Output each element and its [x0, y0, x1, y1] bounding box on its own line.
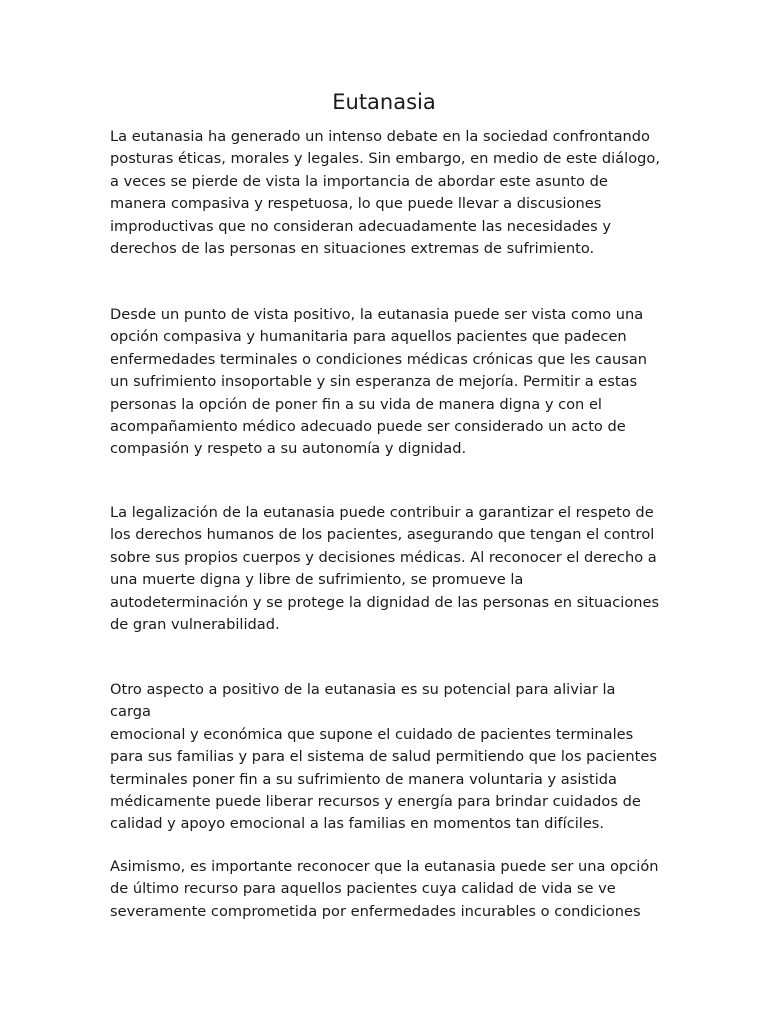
- paragraph-1: La eutanasia ha generado un intenso debate en la sociedad confrontando posturas éticas, morales y legales. Sin embargo, en medio de este diálogo, a veces se pierde de vista la importancia de abordar este asunto de manera compasiva y respetuosa, lo que puede llevar a discusiones improductivas que no consideran adecuadamente las necesidades y derechos de las personas en situaciones extremas de sufrimiento.: [110, 128, 660, 258]
- paragraph-3: La legalización de la eutanasia puede contribuir a garantizar el respeto de los derechos humanos de los pacientes, asegurando que tengan el control sobre sus propios cuerpos y decisiones médicas. Al reconocer el derecho a una muerte digna y libre de sufrimiento, se promueve la autodeterminación y se protege la dignidad de las personas en situaciones de gran vulnerabilidad.: [110, 504, 660, 634]
- paragraph-4: Otro aspecto a positivo de la eutanasia es su potencial para aliviar la carga emocional y económica que supone el cuidado de pacientes terminales para sus familias y para el sistema de salud permitiendo que los pacientes terminales poner fin a su sufrimiento de manera voluntaria y asistida médicamente puede liberar recursos y energía para brindar cuidados de calidad y apoyo emocional a las familias en momentos tan difíciles.: [110, 681, 657, 833]
- document-title: Eutanasia: [332, 90, 436, 114]
- paragraph-5: Asimismo, es importante reconocer que la eutanasia puede ser una opción de último recurso para aquellos pacientes cuya calidad de vida se ve severamente comprometida por enfermedades incurables o condiciones: [110, 858, 659, 920]
- paragraph-2: Desde un punto de vista positivo, la eutanasia puede ser vista como una opción compasiva y humanitaria para aquellos pacientes que padecen enfermedades terminales o condiciones médicas crónicas que les causan un sufrimiento insoportable y sin esperanza de mejoría. Permitir a estas personas la opción de poner fin a su vida de manera digna y con el acompañamiento médico adecuado puede ser considerado un acto de compasión y respeto a su autonomía y dignidad.: [110, 306, 648, 458]
